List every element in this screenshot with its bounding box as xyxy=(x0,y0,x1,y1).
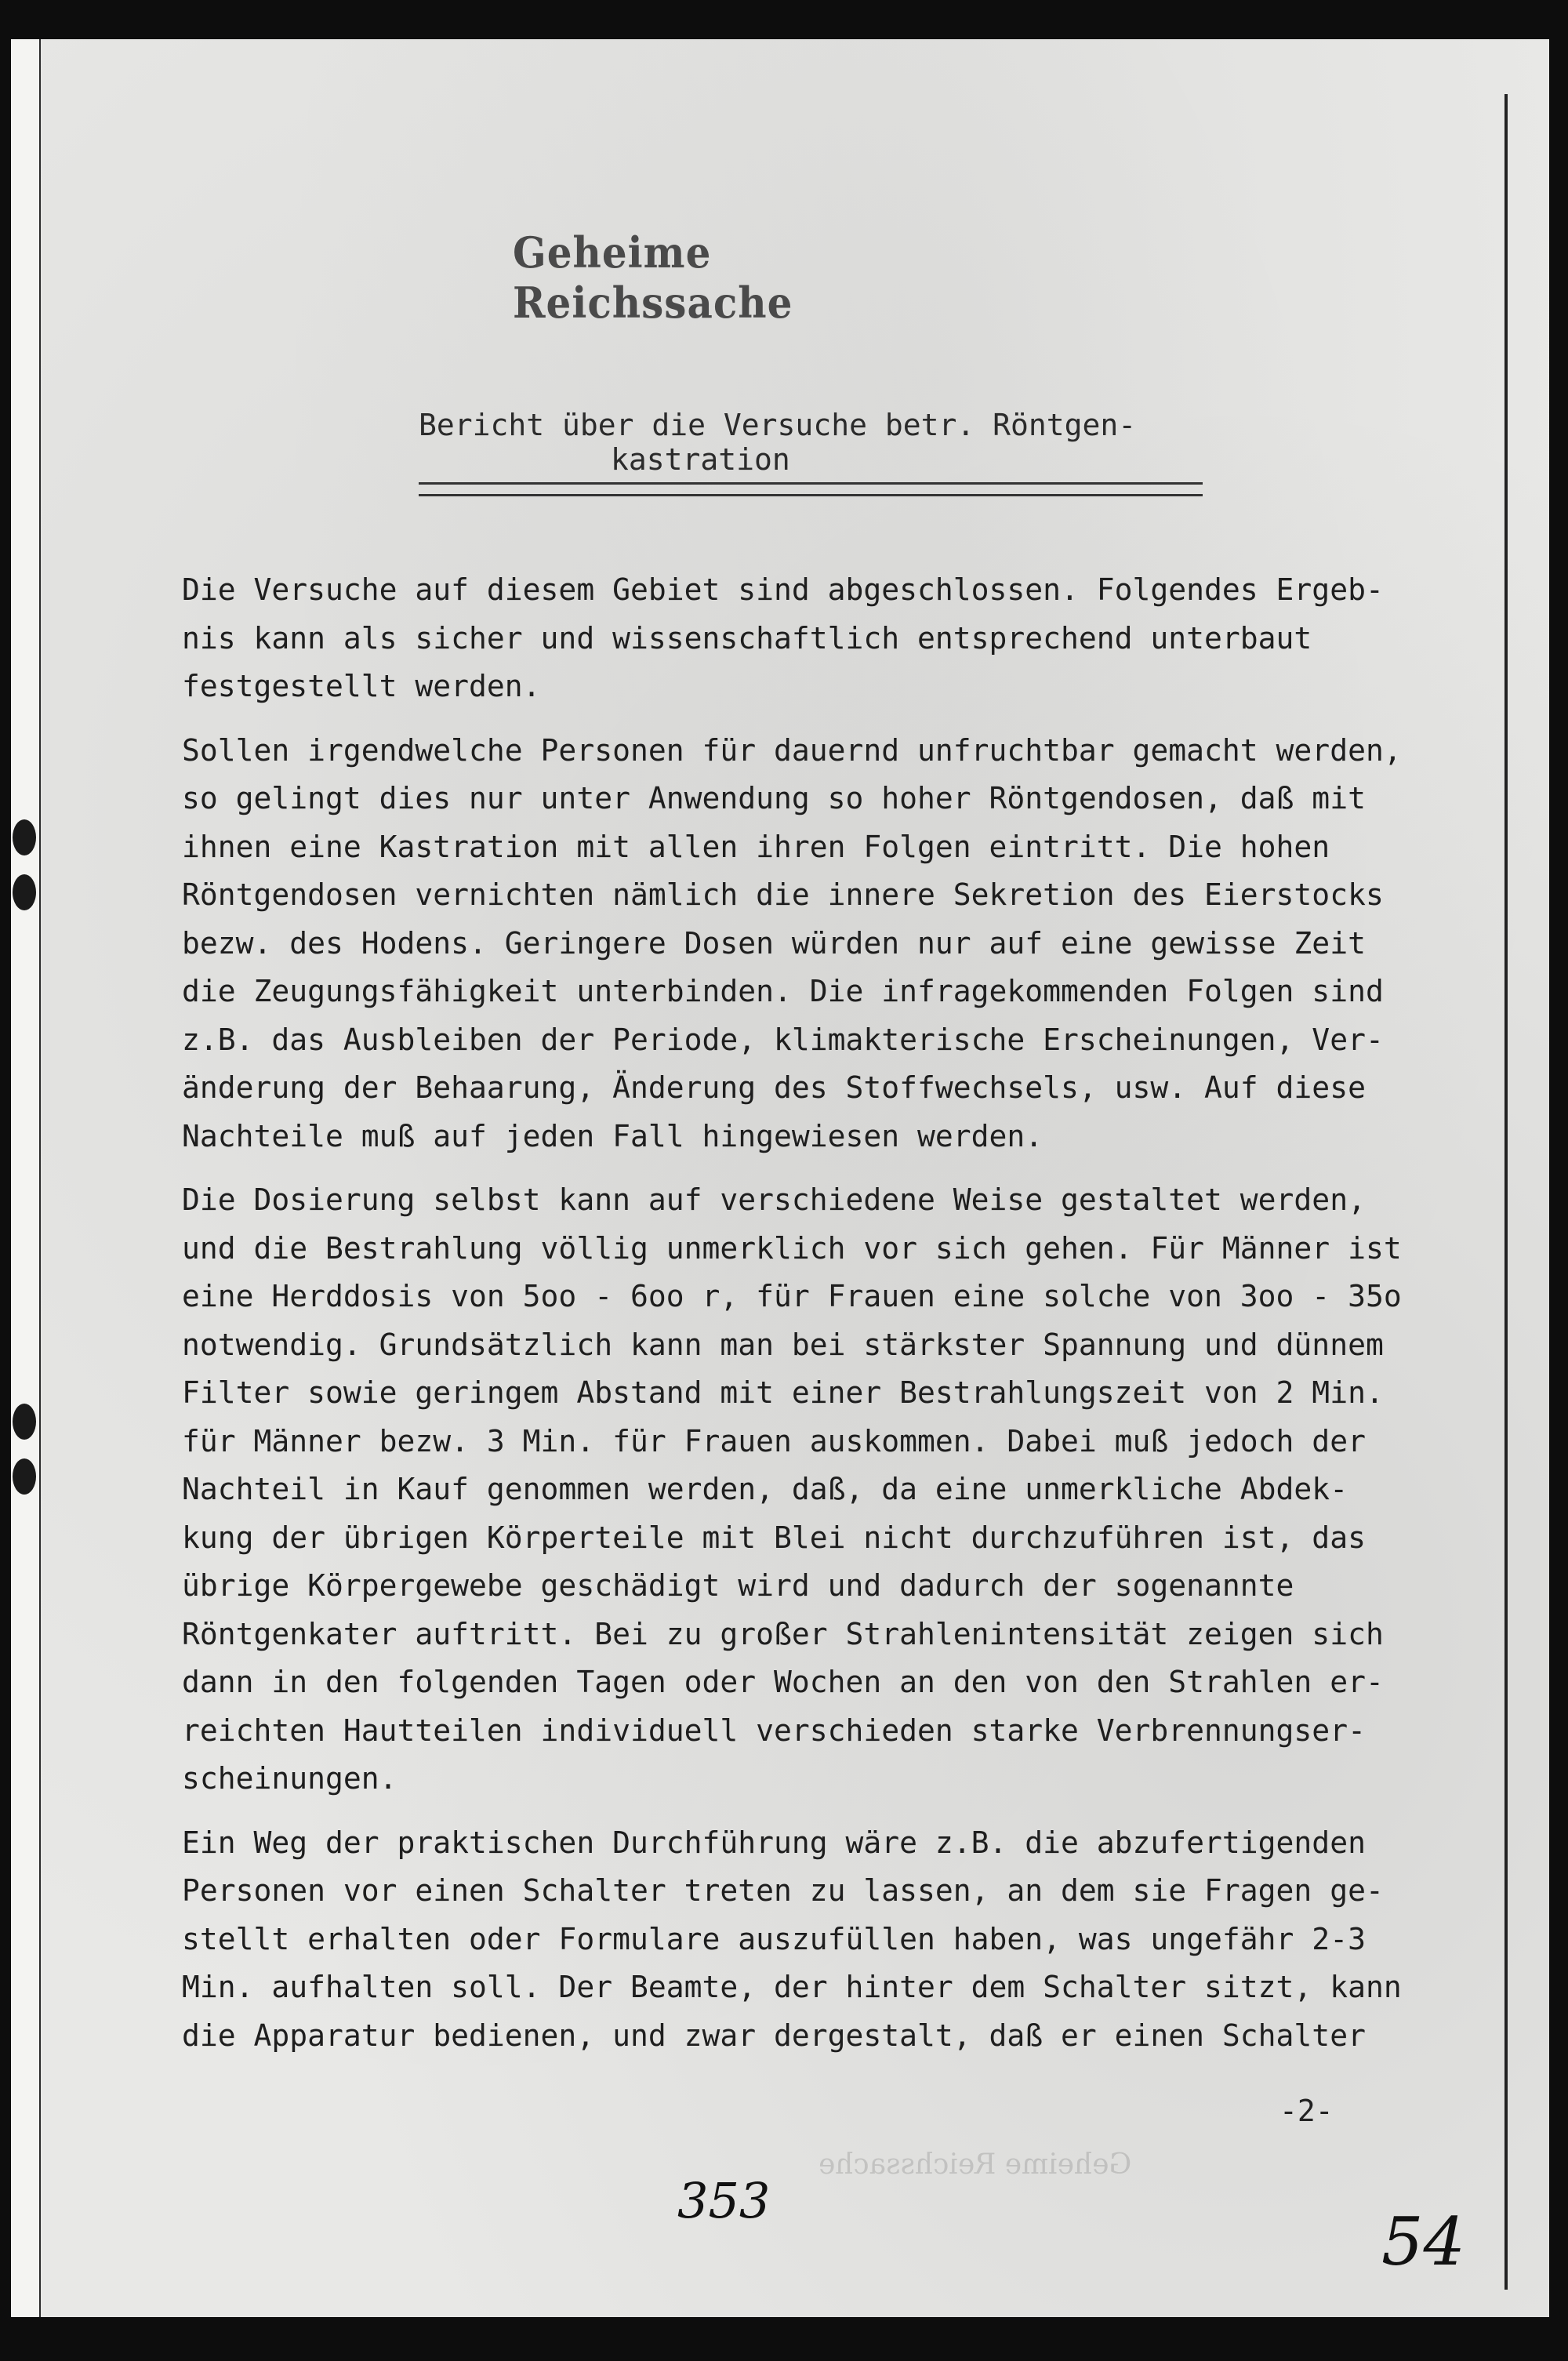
paragraph xyxy=(182,566,1507,711)
paragraph xyxy=(182,1176,1507,1803)
text-line: Röntgenkater auftritt. Bei zu großer Strahlenintensität zeigen sich xyxy=(182,1616,1384,1651)
text-line: ihnen eine Kastration mit allen ihren Folgen eintritt. Die hohen xyxy=(182,829,1330,864)
text-line: und die Bestrahlung völlig unmerklich vor sich gehen. Für Männer ist xyxy=(182,1230,1402,1266)
paragraph-gap xyxy=(182,1803,1507,1819)
text-line: für Männer bezw. 3 Min. für Frauen auskommen. Dabei muß jedoch der xyxy=(182,1423,1366,1458)
text-line: änderung der Behaarung, Änderung des Stoffwechsels, usw. Auf diese xyxy=(182,1070,1366,1105)
next-page-reference: -2- xyxy=(1279,2094,1334,2128)
classification-stamp: Geheime Reichssache xyxy=(513,227,793,328)
text-line: Die Versuche auf diesem Gebiet sind abgeschlossen. Folgendes Ergeb- xyxy=(182,572,1384,607)
text-line: Nachteil in Kauf genommen werden, daß, da eine unmerkliche Abdek- xyxy=(182,1472,1348,1506)
title-underline xyxy=(419,482,1203,496)
text-line: nis kann als sicher und wissenschaftlich entsprechend unterbaut xyxy=(182,620,1312,656)
text-line: eine Herddosis von 5oo - 6oo r, für Frauen eine solche von 3oo - 35o xyxy=(182,1279,1402,1313)
punch-hole xyxy=(13,1404,36,1440)
text-line: festgestellt werden. xyxy=(182,669,541,703)
punch-hole xyxy=(13,819,36,855)
text-line: reichten Hautteilen individuell verschieden starke Verbrennungser- xyxy=(182,1713,1366,1748)
binding-strip xyxy=(11,39,41,2317)
paragraph-gap xyxy=(182,711,1507,727)
punch-hole xyxy=(13,874,36,910)
text-line: dann in den folgenden Tagen oder Wochen an den von den Strahlen er- xyxy=(182,1665,1384,1699)
title-line-2: kastration xyxy=(611,442,790,477)
handwritten-page-number: 54 xyxy=(1381,2203,1465,2280)
title-line-1: Bericht über die Versuche betr. Röntgen- xyxy=(419,408,1137,442)
punch-hole xyxy=(13,1458,36,1495)
text-line: die Apparatur bedienen, und zwar dergestalt, daß er einen Schalter xyxy=(182,2018,1366,2053)
text-line: die Zeugungsfähigkeit unterbinden. Die infragekommenden Folgen sind xyxy=(182,974,1384,1008)
text-line: notwendig. Grundsätzlich kann man bei stärkster Spannung und dünnem xyxy=(182,1327,1384,1362)
text-line: stellt erhalten oder Formulare auszufüllen haben, was ungefähr 2-3 xyxy=(182,1921,1366,1956)
text-line: Sollen irgendwelche Personen für dauernd unfruchtbar gemacht werden, xyxy=(182,732,1402,768)
text-line: übrige Körpergewebe geschädigt wird und dadurch der sogenannte xyxy=(182,1568,1294,1603)
text-line: scheinungen. xyxy=(182,1761,397,1796)
document-title xyxy=(419,408,1281,477)
text-line: Ein Weg der praktischen Durchführung wäre z.B. die abzufertigenden xyxy=(182,1825,1366,1860)
text-line: z.B. das Ausbleiben der Periode, klimakterische Erscheinungen, Ver- xyxy=(182,1022,1384,1057)
text-line: bezw. des Hodens. Geringere Dosen würden nur auf eine gewisse Zeit xyxy=(182,925,1366,961)
text-line: Personen vor einen Schalter treten zu lassen, an dem sie Fragen ge- xyxy=(182,1873,1384,1908)
text-line: Min. aufhalten soll. Der Beamte, der hinter dem Schalter sitzt, kann xyxy=(182,1970,1402,2004)
text-line: Nachteile muß auf jeden Fall hingewiesen werden. xyxy=(182,1118,1044,1153)
text-line: Die Dosierung selbst kann auf verschiedene Weise gestaltet werden, xyxy=(182,1182,1366,1217)
text-line: Röntgendosen vernichten nämlich die innere Sekretion des Eierstocks xyxy=(182,877,1384,912)
document-page xyxy=(11,39,1549,2317)
paragraph xyxy=(182,727,1507,1161)
text-line: so gelingt dies nur unter Anwendung so hoher Röntgendosen, daß mit xyxy=(182,781,1366,815)
document-body xyxy=(182,566,1507,2060)
handwritten-number: 353 xyxy=(677,2172,771,2229)
paragraph xyxy=(182,1819,1507,2061)
paragraph-gap xyxy=(182,1161,1507,1176)
text-line: Filter sowie geringem Abstand mit einer Bestrahlungszeit von 2 Min. xyxy=(182,1375,1384,1410)
text-line: kung der übrigen Körperteile mit Blei nicht durchzuführen ist, das xyxy=(182,1520,1366,1555)
bleed-through-text: Geheime Reichssache xyxy=(818,2149,1132,2181)
